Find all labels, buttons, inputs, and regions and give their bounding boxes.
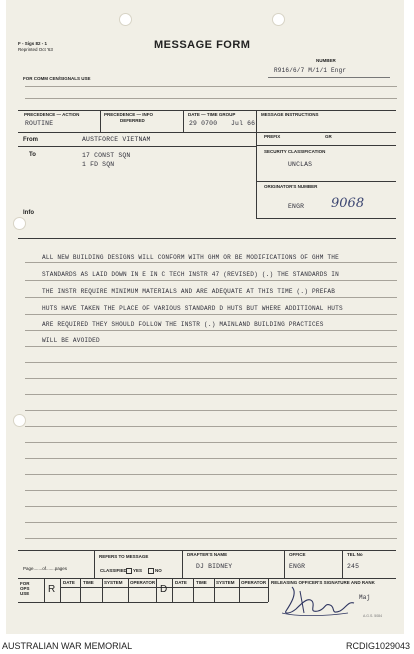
for-ops-use-label: FOR OPS USE xyxy=(20,581,30,596)
punch-hole-top-right xyxy=(272,13,285,26)
footer-divider-3 xyxy=(284,550,285,578)
r-system-label: SYSTEM xyxy=(104,580,123,585)
r-date-label: DATE xyxy=(63,580,75,585)
divider-precedence-2 xyxy=(183,110,184,132)
printer-mark: A.G.S. 5084 xyxy=(363,614,383,618)
d-time-label: TIME xyxy=(196,580,207,585)
body-rule-6 xyxy=(25,346,397,347)
r-operator-label: OPERATOR xyxy=(130,580,156,585)
precedence-action-label: PRECEDENCE — ACTION xyxy=(24,112,80,117)
form-code: F - Sigs 82 - 1 xyxy=(18,41,48,46)
form-title: MESSAGE FORM xyxy=(154,39,251,51)
body-top-line xyxy=(18,238,396,239)
dtg-suffix: Jul 66 xyxy=(231,120,256,127)
page-count-label: Page.......of.......pages xyxy=(23,566,68,571)
yes-label: YES xyxy=(133,568,143,573)
body-rule-10 xyxy=(25,410,397,411)
body-rule-9 xyxy=(25,394,397,395)
tel-value: 245 xyxy=(347,563,360,570)
body-rule-18 xyxy=(25,538,397,539)
body-line-2: STANDARDS AS LAID DOWN IN E IN C TECH INSTR 47 (REVISED) (.) THE STANDARDS IN xyxy=(42,271,339,278)
number-value: R916/6/7 M/1/1 Engr xyxy=(274,67,347,74)
dtg-label: DATE — TIME GROUP xyxy=(188,112,236,117)
body-line-6: WILL BE AVOIDED xyxy=(42,337,100,344)
security-label: SECURITY CLASSIFICATION xyxy=(264,149,326,154)
footer-divider-2 xyxy=(182,550,183,578)
to-label: To xyxy=(29,152,36,158)
ops-bottom-line xyxy=(18,602,268,603)
divider-right-column xyxy=(256,110,257,218)
body-rule-2 xyxy=(25,280,397,281)
comm-rule-1 xyxy=(25,86,397,87)
ops-divider-b xyxy=(60,578,61,602)
body-rule-4 xyxy=(25,314,397,315)
ops-divider-e xyxy=(128,578,129,602)
form-reprinted: Reprinted Oct '63 xyxy=(18,47,53,52)
from-top-line xyxy=(18,132,396,133)
ops-divider-h xyxy=(193,578,194,602)
originator-handwritten-number: 9068 xyxy=(331,196,365,211)
body-line-1: ALL NEW BUILDING DESIGNS WILL CONFORM WITH GHM OR BE MODIFICATIONS OF GHM THE xyxy=(42,254,339,261)
body-rule-11 xyxy=(25,426,397,427)
message-form-sheet xyxy=(6,0,404,634)
ops-divider-g xyxy=(172,578,173,602)
r-label: R xyxy=(48,584,56,595)
ops-divider-f xyxy=(156,578,157,602)
r-time-label: TIME xyxy=(83,580,94,585)
drafter-value: DJ BIDNEY xyxy=(196,563,233,570)
precedence-top-line xyxy=(18,110,396,111)
security-bottom-line xyxy=(256,181,396,182)
precedence-info-sub: DEFERRED xyxy=(120,118,145,123)
archive-caption-bar xyxy=(0,636,414,654)
body-rule-15 xyxy=(25,490,397,491)
originator-value: ENGR xyxy=(288,203,305,210)
body-rule-5 xyxy=(25,330,397,331)
body-rule-7 xyxy=(25,362,397,363)
office-label: OFFICE xyxy=(289,552,306,557)
archive-caption-left: AUSTRALIAN WAR MEMORIAL xyxy=(2,641,133,651)
ops-divider-c xyxy=(80,578,81,602)
info-label: Info xyxy=(23,210,34,216)
d-operator-label: OPERATOR xyxy=(241,580,267,585)
refers-to-label: REFERS TO MESSAGE xyxy=(99,554,149,559)
body-rule-14 xyxy=(25,474,397,475)
number-label: NUMBER xyxy=(316,58,336,63)
rank-value: Maj xyxy=(359,594,371,601)
ops-divider-d xyxy=(102,578,103,602)
divider-precedence-1 xyxy=(100,110,101,132)
body-rule-3 xyxy=(25,297,397,298)
comm-rule-2 xyxy=(25,98,397,99)
ops-divider-k xyxy=(268,578,269,602)
d-label: D xyxy=(160,584,168,595)
punch-hole-top-left xyxy=(119,13,132,26)
classified-label: CLASSIFIED xyxy=(100,568,127,573)
classified-no-checkbox[interactable] xyxy=(148,568,154,574)
office-value: ENGR xyxy=(289,563,306,570)
body-rule-16 xyxy=(25,506,397,507)
ops-divider-j xyxy=(239,578,240,602)
message-instructions-label: MESSAGE INSTRUCTIONS xyxy=(261,112,319,117)
footer-top-line xyxy=(18,550,396,551)
body-line-4: HUTS HAVE TAKEN THE PLACE OF VARIOUS STANDARD D HUTS BUT WHERE ADDITIONAL HUTS xyxy=(42,305,343,312)
footer-divider-1 xyxy=(94,550,95,578)
ops-divider-i xyxy=(214,578,215,602)
prefix-bottom-line xyxy=(256,145,396,146)
number-underline xyxy=(268,77,390,78)
releasing-label: RELEASING OFFICER'S SIGNATURE AND RANK xyxy=(271,580,375,585)
releasing-officer-signature xyxy=(278,583,371,619)
body-line-3: THE INSTR REQUIRE MINIMUM MATERIALS AND ARE ADEQUATE AT THIS TIME (.) PREFAB xyxy=(42,288,336,295)
footer-divider-4 xyxy=(342,550,343,578)
gr-label: GR xyxy=(325,134,332,139)
originator-bottom-line xyxy=(256,218,396,219)
security-value: UNCLAS xyxy=(288,161,313,168)
to-value-1: 17 CONST SQN xyxy=(82,152,131,159)
dtg-value: 29 0700 xyxy=(189,120,218,127)
punch-hole-side-top xyxy=(13,217,26,230)
comm-label: FOR COMM CEN/SIGNALS USE xyxy=(23,76,91,81)
archive-caption-right: RCDIG1029043 xyxy=(345,641,410,651)
from-label: From xyxy=(23,137,38,143)
body-rule-17 xyxy=(25,522,397,523)
precedence-info-label: PRECEDENCE — INFO xyxy=(104,112,154,117)
body-rule-12 xyxy=(25,442,397,443)
no-label: NO xyxy=(155,568,162,573)
d-date-label: DATE xyxy=(175,580,187,585)
ops-top-line xyxy=(18,578,396,579)
d-system-label: SYSTEM xyxy=(216,580,235,585)
ops-divider-a xyxy=(44,578,45,602)
body-line-5: ARE REQUIRED THEY SHOULD FOLLOW THE INSTR (.) MAINLAND BUILDING PRACTICES xyxy=(42,321,324,328)
drafter-label: DRAFTER'S NAME xyxy=(187,552,228,557)
prefix-label: PREFIX xyxy=(264,134,281,139)
body-rule-13 xyxy=(25,458,397,459)
originator-label: ORIGINATOR'S NUMBER xyxy=(264,184,318,189)
tel-label: TEL No xyxy=(347,552,363,557)
from-value: AUSTFORCE VIETNAM xyxy=(82,136,151,143)
body-rule-8 xyxy=(25,378,397,379)
to-value-2: 1 FD SQN xyxy=(82,161,115,168)
body-rule-1 xyxy=(25,262,397,263)
from-bottom-line xyxy=(18,146,256,147)
precedence-action-value: ROUTINE xyxy=(25,120,54,127)
